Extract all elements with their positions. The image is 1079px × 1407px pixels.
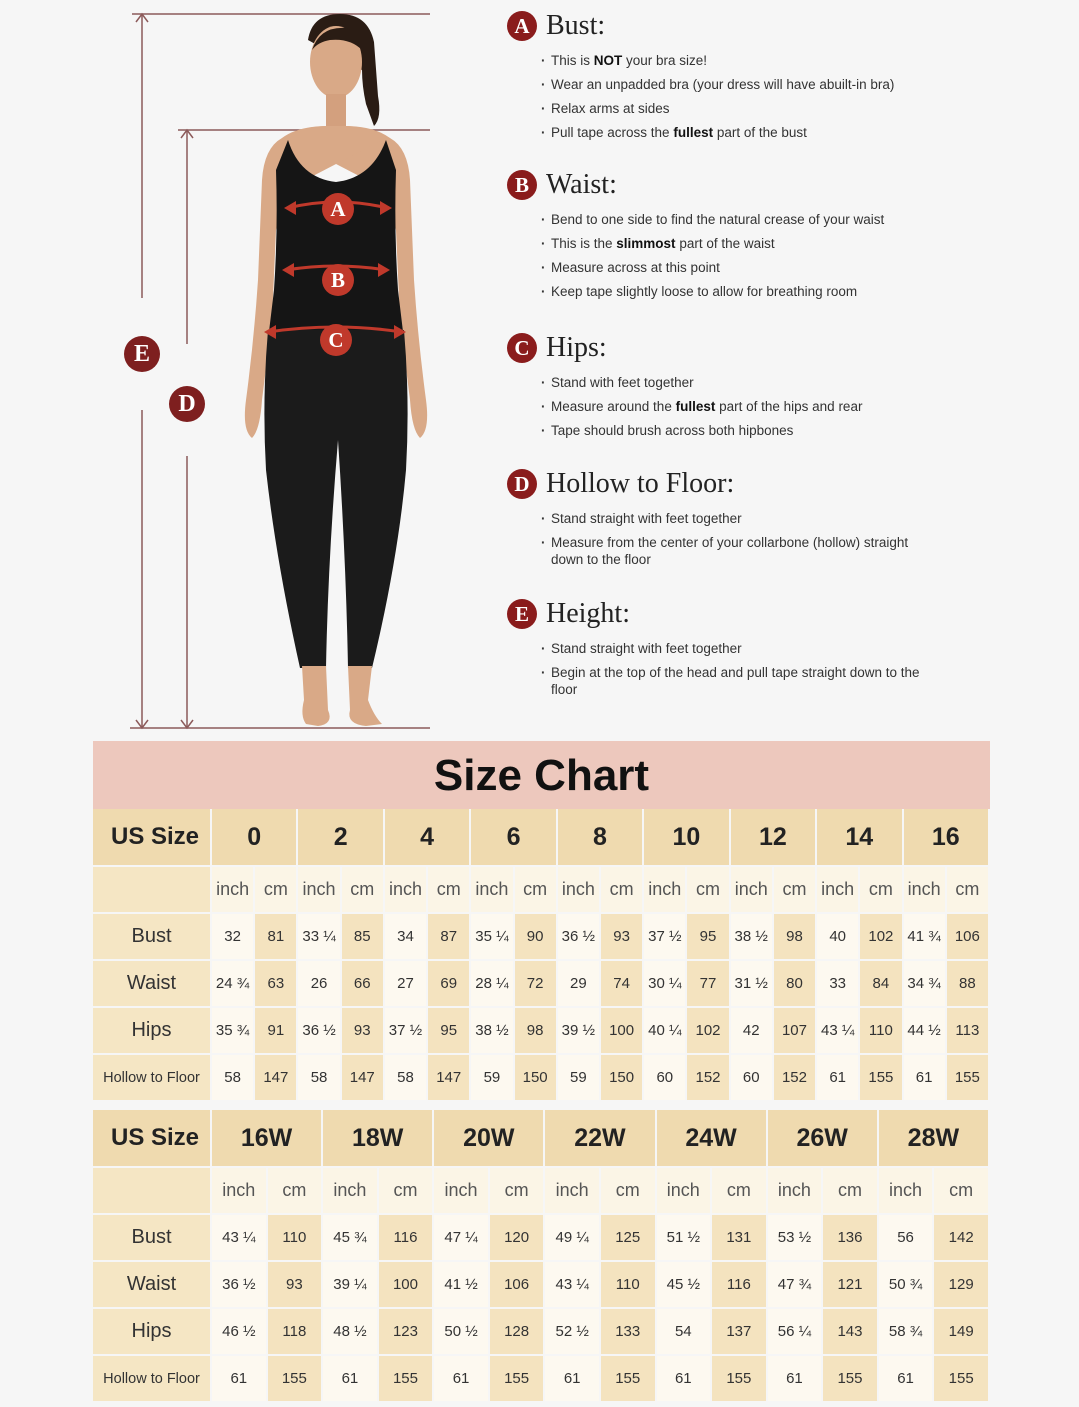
instruction-bullet: · Pull tape across the fullest part of the bust	[541, 124, 967, 141]
size-0-header: 0	[212, 809, 298, 867]
unit-cm: cm	[490, 1168, 546, 1215]
table-cell: 60	[731, 1055, 774, 1102]
table-cell: 106	[947, 914, 990, 961]
instruction-bullet: · Measure around the fullest part of the hips and rear	[541, 398, 967, 415]
table-cell: 116	[712, 1262, 768, 1309]
unit-cm: cm	[342, 867, 385, 914]
table-cell: 131	[712, 1215, 768, 1262]
unit-inch: inch	[644, 867, 687, 914]
table-cell: 37 ½	[644, 914, 687, 961]
hips-instructions	[507, 330, 967, 446]
table-cell: 98	[774, 914, 817, 961]
table-cell: 142	[934, 1215, 990, 1262]
table-cell: 155	[490, 1356, 546, 1403]
table-cell: 61	[879, 1356, 935, 1403]
table-cell: 40	[817, 914, 860, 961]
table-cell: 133	[601, 1309, 657, 1356]
row-label-bust: Bust	[93, 914, 212, 961]
unit-cm: cm	[712, 1168, 768, 1215]
instruction-bullet: · Measure across at this point	[541, 259, 967, 276]
table-cell: 34 ¾	[904, 961, 947, 1008]
instruction-bullet: · Keep tape slightly loose to allow for breathing room	[541, 283, 967, 300]
table-cell: 54	[657, 1309, 713, 1356]
table-cell: 53 ½	[768, 1215, 824, 1262]
table-cell: 150	[601, 1055, 644, 1102]
bust-marker: A	[330, 197, 346, 221]
table-row-bust	[93, 914, 990, 961]
size-16-header: 16	[904, 809, 991, 867]
table-cell: 30 ¼	[644, 961, 687, 1008]
table-cell: 45 ¾	[323, 1215, 379, 1262]
height-badge: E	[507, 599, 537, 629]
size-28w-header: 28W	[879, 1110, 990, 1168]
table-cell: 120	[490, 1215, 546, 1262]
unit-cm: cm	[934, 1168, 990, 1215]
table-cell: 125	[601, 1215, 657, 1262]
table-row-hollow-to-floor	[93, 1356, 990, 1403]
table-cell: 24 ¾	[212, 961, 255, 1008]
size-16w-header: 16W	[212, 1110, 323, 1168]
size-18w-header: 18W	[323, 1110, 434, 1168]
instruction-bullet: · Bend to one side to find the natural crease of your waist	[541, 211, 967, 228]
table-cell: 87	[428, 914, 471, 961]
table-cell: 150	[515, 1055, 558, 1102]
size-22w-header: 22W	[545, 1110, 656, 1168]
table-cell: 50 ½	[434, 1309, 490, 1356]
table-row-bust	[93, 1215, 990, 1262]
table-cell: 28 ¼	[471, 961, 514, 1008]
size-2-header: 2	[298, 809, 384, 867]
table-cell: 155	[601, 1356, 657, 1403]
unit-inch: inch	[212, 1168, 268, 1215]
table-cell: 74	[601, 961, 644, 1008]
table-cell: 43 ¼	[817, 1008, 860, 1055]
size-10-header: 10	[644, 809, 730, 867]
unit-row	[93, 867, 990, 914]
bust-instructions	[507, 8, 967, 148]
unit-row	[93, 1168, 990, 1215]
size-12-header: 12	[731, 809, 817, 867]
unit-inch: inch	[657, 1168, 713, 1215]
table-cell: 35 ¾	[212, 1008, 255, 1055]
table-cell: 136	[823, 1215, 879, 1262]
bust-badge: A	[507, 11, 537, 41]
table-cell: 137	[712, 1309, 768, 1356]
row-label-hollow-to-floor: Hollow to Floor	[93, 1356, 212, 1403]
unit-row-label	[93, 1168, 212, 1215]
instruction-bullet: · Wear an unpadded bra (your dress will have abuilt-in bra)	[541, 76, 967, 93]
instruction-bullet: · Measure from the center of your collarbone (hollow) straight down to the floor	[541, 534, 921, 568]
table-cell: 95	[687, 914, 730, 961]
table-cell: 66	[342, 961, 385, 1008]
unit-cm: cm	[947, 867, 990, 914]
table-cell: 61	[768, 1356, 824, 1403]
unit-row-label	[93, 867, 212, 914]
table-cell: 88	[947, 961, 990, 1008]
table-cell: 155	[934, 1356, 990, 1403]
table-cell: 37 ½	[385, 1008, 428, 1055]
table-cell: 61	[434, 1356, 490, 1403]
table-cell: 143	[823, 1309, 879, 1356]
unit-inch: inch	[385, 867, 428, 914]
size-header-row	[93, 1110, 990, 1168]
unit-inch: inch	[298, 867, 341, 914]
table-row-waist	[93, 961, 990, 1008]
unit-cm: cm	[774, 867, 817, 914]
size-6-header: 6	[471, 809, 557, 867]
table-cell: 155	[268, 1356, 324, 1403]
unit-cm: cm	[428, 867, 471, 914]
table-cell: 155	[379, 1356, 435, 1403]
size-table-plus	[93, 1110, 990, 1403]
row-label-hips: Hips	[93, 1309, 212, 1356]
table-cell: 26	[298, 961, 341, 1008]
table-row-waist	[93, 1262, 990, 1309]
unit-cm: cm	[823, 1168, 879, 1215]
row-label-waist: Waist	[93, 961, 212, 1008]
unit-inch: inch	[323, 1168, 379, 1215]
table-cell: 152	[774, 1055, 817, 1102]
table-cell: 110	[268, 1215, 324, 1262]
table-cell: 43 ¼	[212, 1215, 268, 1262]
table-cell: 116	[379, 1215, 435, 1262]
table-cell: 31 ½	[731, 961, 774, 1008]
table-cell: 149	[934, 1309, 990, 1356]
unit-inch: inch	[768, 1168, 824, 1215]
measurement-figure	[0, 0, 500, 740]
unit-inch: inch	[212, 867, 255, 914]
waist-title: Waist:	[546, 169, 617, 200]
waist-marker: B	[330, 268, 345, 292]
table-cell: 61	[212, 1356, 268, 1403]
table-cell: 32	[212, 914, 255, 961]
unit-inch: inch	[731, 867, 774, 914]
table-cell: 85	[342, 914, 385, 961]
unit-cm: cm	[268, 1168, 324, 1215]
table-cell: 91	[255, 1008, 298, 1055]
size-chart	[93, 741, 990, 1403]
table-cell: 102	[687, 1008, 730, 1055]
table-cell: 33	[817, 961, 860, 1008]
table-cell: 49 ¼	[545, 1215, 601, 1262]
table-cell: 110	[860, 1008, 903, 1055]
table-cell: 34	[385, 914, 428, 961]
table-cell: 61	[323, 1356, 379, 1403]
table-cell: 50 ¾	[879, 1262, 935, 1309]
table-cell: 155	[823, 1356, 879, 1403]
table-cell: 95	[428, 1008, 471, 1055]
unit-inch: inch	[879, 1168, 935, 1215]
table-cell: 155	[947, 1055, 990, 1102]
table-cell: 58	[298, 1055, 341, 1102]
unit-cm: cm	[515, 867, 558, 914]
size-table-standard	[93, 809, 990, 1102]
table-cell: 38 ½	[731, 914, 774, 961]
table-cell: 84	[860, 961, 903, 1008]
waist-badge: B	[507, 170, 537, 200]
table-cell: 33 ¼	[298, 914, 341, 961]
unit-cm: cm	[601, 867, 644, 914]
table-cell: 47 ¾	[768, 1262, 824, 1309]
table-cell: 38 ½	[471, 1008, 514, 1055]
table-cell: 100	[601, 1008, 644, 1055]
table-cell: 123	[379, 1309, 435, 1356]
table-cell: 44 ½	[904, 1008, 947, 1055]
size-header-row	[93, 809, 990, 867]
table-cell: 147	[428, 1055, 471, 1102]
row-label-hollow-to-floor: Hollow to Floor	[93, 1055, 212, 1102]
hollow-to-floor-badge: D	[507, 469, 537, 499]
table-cell: 29	[558, 961, 601, 1008]
size-26w-header: 26W	[768, 1110, 879, 1168]
table-cell: 129	[934, 1262, 990, 1309]
unit-cm: cm	[255, 867, 298, 914]
table-cell: 90	[515, 914, 558, 961]
hips-marker: C	[328, 328, 344, 352]
table-cell: 93	[601, 914, 644, 961]
table-cell: 152	[687, 1055, 730, 1102]
table-cell: 121	[823, 1262, 879, 1309]
table-cell: 56 ¼	[768, 1309, 824, 1356]
instruction-bullet: · Stand straight with feet together	[541, 510, 921, 527]
table-cell: 61	[657, 1356, 713, 1403]
table-cell: 46 ½	[212, 1309, 268, 1356]
waist-instructions	[507, 167, 967, 307]
table-cell: 69	[428, 961, 471, 1008]
table-cell: 39 ¼	[323, 1262, 379, 1309]
table-cell: 56	[879, 1215, 935, 1262]
table-cell: 60	[644, 1055, 687, 1102]
height-bullets	[541, 640, 941, 698]
table-cell: 40 ¼	[644, 1008, 687, 1055]
table-cell: 51 ½	[657, 1215, 713, 1262]
row-label-hips: Hips	[93, 1008, 212, 1055]
waist-bullets	[541, 211, 967, 300]
height-title: Height:	[546, 598, 630, 629]
table-cell: 35 ¼	[471, 914, 514, 961]
row-label-waist: Waist	[93, 1262, 212, 1309]
table-cell: 48 ½	[323, 1309, 379, 1356]
table-cell: 107	[774, 1008, 817, 1055]
table-cell: 63	[255, 961, 298, 1008]
table-cell: 39 ½	[558, 1008, 601, 1055]
instruction-bullet: · Tape should brush across both hipbones	[541, 422, 967, 439]
unit-inch: inch	[817, 867, 860, 914]
table-cell: 59	[471, 1055, 514, 1102]
hollow-to-floor-title: Hollow to Floor:	[546, 468, 735, 499]
unit-cm: cm	[601, 1168, 657, 1215]
instruction-bullet: · Stand straight with feet together	[541, 640, 941, 657]
unit-cm: cm	[379, 1168, 435, 1215]
table-row-hips	[93, 1008, 990, 1055]
size-24w-header: 24W	[657, 1110, 768, 1168]
hollow-to-floor-marker: D	[169, 386, 205, 422]
table-cell: 36 ½	[298, 1008, 341, 1055]
table-cell: 43 ¼	[545, 1262, 601, 1309]
table-cell: 102	[860, 914, 903, 961]
table-cell: 27	[385, 961, 428, 1008]
unit-inch: inch	[471, 867, 514, 914]
size-20w-header: 20W	[434, 1110, 545, 1168]
table-cell: 77	[687, 961, 730, 1008]
hips-title: Hips:	[546, 332, 607, 363]
table-cell: 155	[712, 1356, 768, 1403]
table-cell: 93	[342, 1008, 385, 1055]
table-cell: 41 ½	[434, 1262, 490, 1309]
table-cell: 36 ½	[212, 1262, 268, 1309]
unit-inch: inch	[434, 1168, 490, 1215]
bust-title: Bust:	[546, 10, 606, 41]
instruction-bullet: · Stand with feet together	[541, 374, 967, 391]
table-cell: 41 ¾	[904, 914, 947, 961]
table-cell: 81	[255, 914, 298, 961]
size-8-header: 8	[558, 809, 644, 867]
table-cell: 98	[515, 1008, 558, 1055]
table-cell: 47 ¼	[434, 1215, 490, 1262]
us-size-label: US Size	[93, 809, 212, 867]
table-cell: 72	[515, 961, 558, 1008]
table-cell: 155	[860, 1055, 903, 1102]
table-cell: 52 ½	[545, 1309, 601, 1356]
size-4-header: 4	[385, 809, 471, 867]
hollow-to-floor-instructions	[507, 466, 967, 575]
us-size-label: US Size	[93, 1110, 212, 1168]
table-cell: 61	[545, 1356, 601, 1403]
table-cell: 93	[268, 1262, 324, 1309]
table-cell: 106	[490, 1262, 546, 1309]
table-cell: 80	[774, 961, 817, 1008]
hips-bullets	[541, 374, 967, 439]
table-cell: 58	[212, 1055, 255, 1102]
table-cell: 128	[490, 1309, 546, 1356]
table-cell: 58	[385, 1055, 428, 1102]
size-14-header: 14	[817, 809, 903, 867]
table-cell: 100	[379, 1262, 435, 1309]
instruction-bullet: · This is NOT your bra size!	[541, 52, 967, 69]
unit-cm: cm	[687, 867, 730, 914]
bust-bullets	[541, 52, 967, 141]
unit-inch: inch	[904, 867, 947, 914]
table-cell: 110	[601, 1262, 657, 1309]
table-cell: 59	[558, 1055, 601, 1102]
instruction-bullet: · Begin at the top of the head and pull tape straight down to the floor	[541, 664, 941, 698]
unit-cm: cm	[860, 867, 903, 914]
hips-badge: C	[507, 333, 537, 363]
table-cell: 58 ¾	[879, 1309, 935, 1356]
table-cell: 36 ½	[558, 914, 601, 961]
row-label-bust: Bust	[93, 1215, 212, 1262]
body-silhouette-illustration	[0, 0, 500, 740]
table-row-hollow-to-floor	[93, 1055, 990, 1102]
height-marker: E	[124, 336, 160, 372]
table-cell: 147	[342, 1055, 385, 1102]
unit-inch: inch	[545, 1168, 601, 1215]
table-cell: 113	[947, 1008, 990, 1055]
size-chart-title: Size Chart	[93, 741, 990, 809]
instruction-bullet: · This is the slimmost part of the waist	[541, 235, 967, 252]
unit-inch: inch	[558, 867, 601, 914]
table-cell: 118	[268, 1309, 324, 1356]
table-cell: 61	[817, 1055, 860, 1102]
hollow-to-floor-bullets	[541, 510, 921, 568]
table-cell: 147	[255, 1055, 298, 1102]
table-cell: 45 ½	[657, 1262, 713, 1309]
table-row-hips	[93, 1309, 990, 1356]
table-cell: 61	[904, 1055, 947, 1102]
instruction-bullet: · Relax arms at sides	[541, 100, 967, 117]
table-cell: 42	[731, 1008, 774, 1055]
height-instructions	[507, 596, 967, 705]
